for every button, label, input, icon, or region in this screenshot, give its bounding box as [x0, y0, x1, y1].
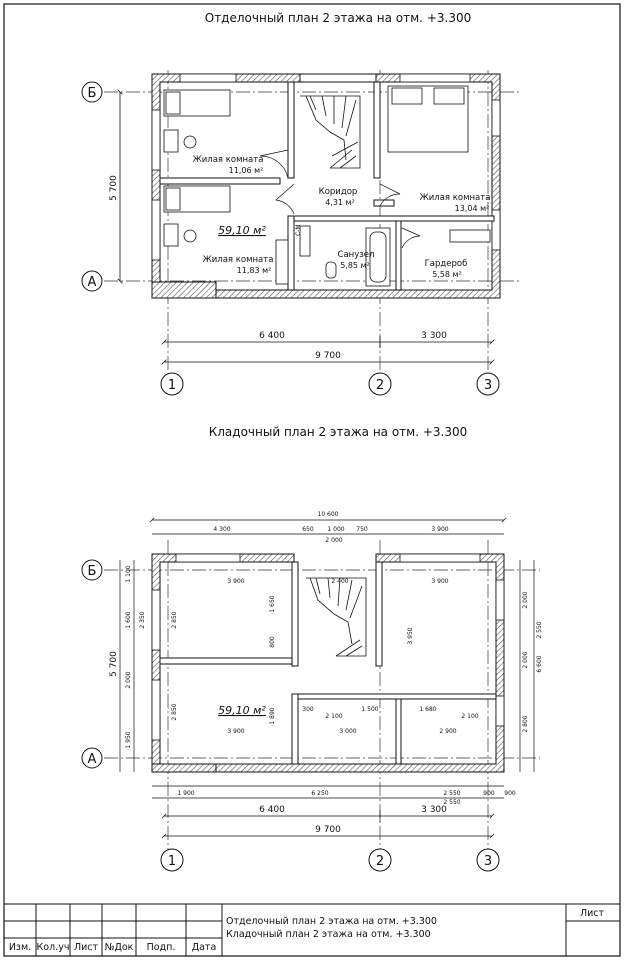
- mdim-inner-17: 1 600: [125, 611, 132, 629]
- room-name-3: Жилая комната: [419, 193, 491, 203]
- axis-2-bottom: 2: [375, 854, 385, 869]
- mdim-inner-0: 3 900: [227, 578, 245, 585]
- mdim-inner-22: 2 000: [522, 591, 529, 609]
- room-area-4: 5,85 м²: [340, 261, 370, 270]
- room-area-1: 11,06 м²: [228, 166, 264, 175]
- mdim-inner-2: 3 900: [431, 578, 449, 585]
- mdim-inner-20: 1 950: [125, 731, 132, 749]
- axis-b-bottom: Б: [87, 564, 97, 579]
- axis-3-bottom: 3: [483, 854, 493, 869]
- mdim-right: 3 300: [421, 805, 447, 815]
- mdim-inner-25: 2 000: [522, 651, 529, 669]
- room-area-3: 13,04 м²: [454, 204, 490, 213]
- stamp-title-line2: Кладочный план 2 этажа на отм. +3.300: [226, 929, 431, 940]
- mdim-bottom-b: 6 250: [311, 790, 329, 797]
- mdim-inner-16: 2 850: [171, 703, 178, 721]
- mdim-inner-11: 2 100: [461, 713, 479, 720]
- mdim-inner-10: 1 680: [419, 706, 437, 713]
- room-area-6: 11,83 м²: [236, 266, 272, 275]
- room-name-1: Жилая комната: [192, 155, 264, 165]
- cm-label: С-М: [295, 224, 302, 236]
- mdim-inner-15: 1 890: [269, 707, 276, 725]
- total-area-finish: 59,10 м²: [218, 224, 266, 237]
- masonry-dimension-lines: [120, 520, 534, 836]
- mdim-inner-9: 1 500: [361, 706, 379, 713]
- mdim-top-mid-a: 650: [302, 526, 314, 533]
- mdim-top-overall: 10 600: [317, 511, 339, 518]
- axis-3-top: 3: [483, 378, 493, 393]
- room-area-5: 5,58 м²: [432, 270, 462, 279]
- stamp-header-podp: Подп.: [146, 942, 176, 953]
- room-name-4: Санузел: [337, 250, 375, 260]
- mdim-inner-1: 2 400: [331, 578, 349, 585]
- stamp-header-ndok: №Док: [104, 942, 134, 953]
- masonry-stair: [306, 578, 366, 656]
- mdim-inner-12: 3 900: [227, 728, 245, 735]
- finish-stair: [300, 96, 360, 168]
- mdim-height: 5 700: [109, 651, 119, 677]
- mdim-inner-4: 1 650: [269, 595, 276, 613]
- axis-a-top: А: [87, 275, 97, 290]
- mdim-bottom-a: 1 900: [177, 790, 195, 797]
- finish-plan-title: Отделочный план 2 этажа на отм. +3.300: [204, 11, 472, 25]
- room-area-2: 4,31 м²: [325, 198, 355, 207]
- mdim-inner-6: 800: [269, 636, 276, 648]
- mdim-top-right: 3 900: [431, 526, 449, 533]
- room-name-2: Коридор: [318, 187, 358, 197]
- finish-dim-height: 5 700: [109, 175, 119, 201]
- mdim-total: 9 700: [315, 825, 341, 835]
- mdim-inner-5: 3 950: [407, 627, 414, 645]
- mdim-inner-19: 2 000: [125, 671, 132, 689]
- mdim-inner-21: 1 100: [125, 565, 132, 583]
- mdim-inner-18: 2 350: [139, 611, 146, 629]
- axis-2-top: 2: [375, 378, 385, 393]
- finish-dim-right: 3 300: [421, 331, 447, 341]
- mdim-inner-14: 2 900: [439, 728, 457, 735]
- stamp-header-list: Лист: [73, 942, 99, 953]
- stamp-header-data: Дата: [191, 942, 217, 953]
- mdim-inner-24: 2 800: [522, 715, 529, 733]
- axis-b-top: Б: [87, 86, 97, 101]
- total-area-masonry: 59,10 м²: [218, 704, 266, 717]
- axis-1-bottom: 1: [167, 854, 177, 869]
- mdim-left: 6 400: [259, 805, 285, 815]
- stamp-header-koluch: Кол.уч: [36, 942, 70, 953]
- finish-dim-left: 6 400: [259, 331, 285, 341]
- mdim-inner-8: 2 100: [325, 713, 343, 720]
- stamp-header-izm: Изм.: [8, 942, 32, 953]
- stamp-sheet-label: Лист: [579, 908, 605, 919]
- mdim-top-mid-total: 2 000: [325, 537, 343, 544]
- mdim-height-right: 6 600: [536, 655, 543, 673]
- mdim-inner-13: 3 000: [339, 728, 357, 735]
- axis-a-bottom: А: [87, 752, 97, 767]
- mdim-top-left: 4 300: [213, 526, 231, 533]
- mdim-inner-3: 2 850: [171, 611, 178, 629]
- masonry-inner-dims: [125, 565, 543, 797]
- mdim-bottom-e: 2 550: [443, 799, 461, 806]
- room-name-5: Гардероб: [424, 259, 468, 269]
- mdim-top-mid-c: 750: [356, 526, 368, 533]
- mdim-inner-26: 900: [504, 790, 516, 797]
- sheet-frame: [4, 4, 620, 956]
- mdim-inner-7: 300: [302, 706, 314, 713]
- mdim-inner-23: 2 550: [536, 621, 543, 639]
- finish-dim-total: 9 700: [315, 351, 341, 361]
- stamp-title-line1: Отделочный план 2 этажа на отм. +3.300: [226, 916, 437, 927]
- room-name-6: Жилая комната: [202, 255, 274, 265]
- masonry-axis-bubbles: [82, 560, 499, 871]
- mdim-bottom-c: 2 550: [443, 790, 461, 797]
- axis-1-top: 1: [167, 378, 177, 393]
- mdim-top-mid-b: 1 000: [327, 526, 345, 533]
- mdim-bottom-d: 900: [483, 790, 495, 797]
- masonry-plan-title: Кладочный план 2 этажа на отм. +3.300: [208, 425, 468, 439]
